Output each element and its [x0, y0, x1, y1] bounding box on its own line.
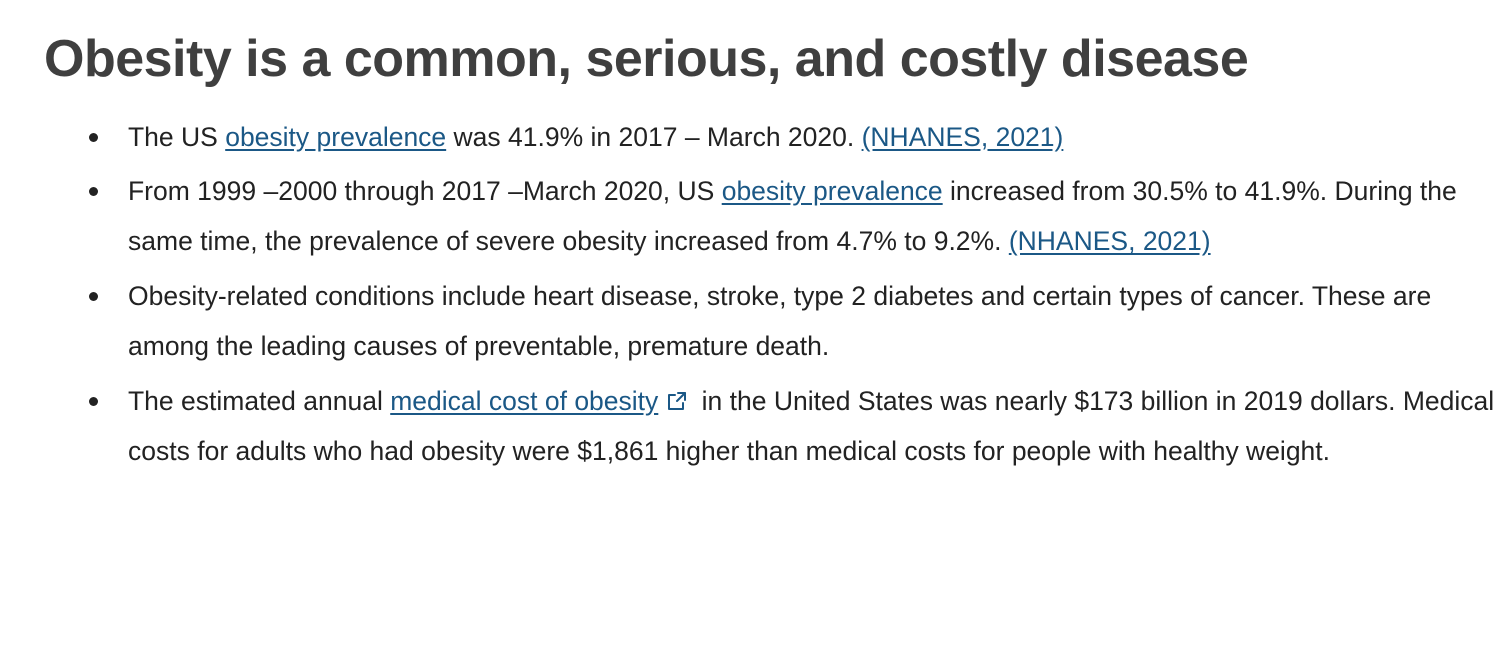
list-item — [44, 112, 1504, 162]
page-title: Obesity is a common, serious, and costly disease — [44, 30, 1249, 88]
inline-link[interactable]: obesity prevalence — [225, 121, 447, 152]
list-item-text: From 1999 –2000 through 2017 –March 2020, US — [128, 176, 722, 207]
list-item-text: increased from 30.5% to 41.9%. During the same time, the prevalence of severe obesity increased from 4.7% to 9.2%. — [128, 176, 1457, 257]
list-item — [44, 376, 1504, 477]
fact-list — [44, 112, 1504, 476]
list-item-text: in the United States was nearly $173 billion in 2019 dollars. Medical costs for adults who had obesity were $1,861 higher than medical costs for people with healthy weight. — [128, 385, 1495, 466]
list-item — [44, 166, 1504, 267]
list-item-text: Obesity-related conditions include heart disease, stroke, type 2 diabetes and certain types of cancer. These are among the leading causes of preventable, premature death. — [128, 280, 1432, 362]
list-item-text: was 41.9% in 2017 – March 2020. — [446, 121, 862, 152]
list-item-text: The estimated annual — [128, 385, 391, 416]
list-item — [44, 271, 1504, 372]
inline-link[interactable]: medical cost of obesity — [390, 385, 659, 416]
inline-link[interactable]: obesity prevalence — [721, 176, 943, 207]
inline-link[interactable]: (NHANES, 2021) — [861, 121, 1064, 152]
list-item-text: The US — [128, 121, 226, 152]
inline-link[interactable]: (NHANES, 2021) — [1008, 226, 1211, 257]
external-link-icon[interactable] — [666, 390, 688, 412]
